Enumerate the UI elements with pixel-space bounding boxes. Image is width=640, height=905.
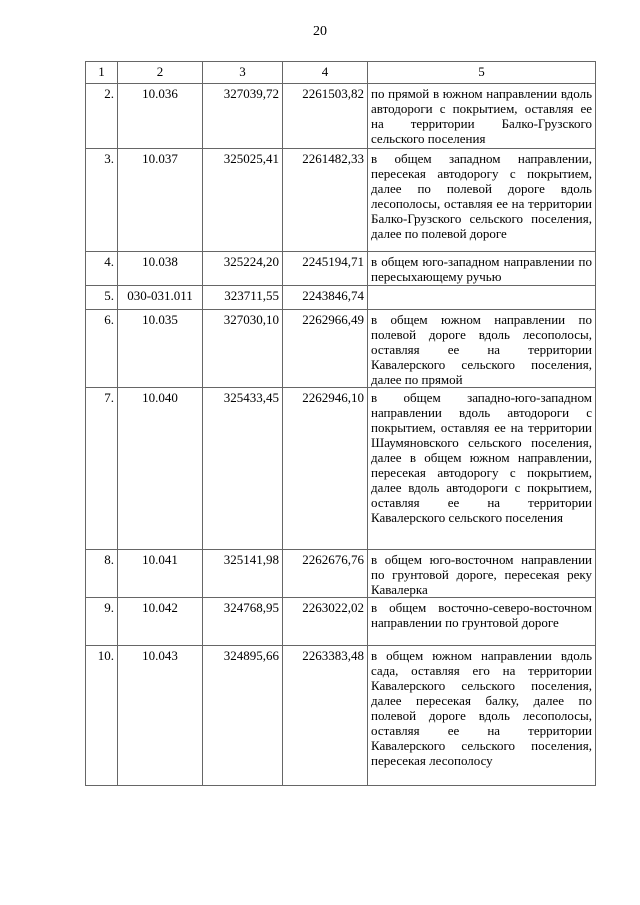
table-row (86, 286, 596, 310)
table-row (86, 310, 596, 388)
point-number: 3. (86, 149, 118, 252)
table-row (86, 550, 596, 598)
point-code: 10.036 (118, 84, 203, 149)
boundary-description: в общем юго-западном направлении по пересыхающему ручью (368, 252, 596, 286)
table-row (86, 598, 596, 646)
point-code: 030-031.011 (118, 286, 203, 310)
coordinate-y: 2262966,49 (283, 310, 368, 388)
coordinate-x: 323711,55 (203, 286, 283, 310)
coordinate-y: 2263383,48 (283, 646, 368, 786)
point-code: 10.040 (118, 388, 203, 550)
coordinate-y: 2261482,33 (283, 149, 368, 252)
coordinate-y: 2243846,74 (283, 286, 368, 310)
table-header-row (86, 62, 596, 84)
boundary-description: по прямой в южном направлении вдоль автодороги с покрытием, оставляя ее на территории Балко-Грузского сельского поселения (368, 84, 596, 149)
boundary-description: в общем восточно-северо-восточном направлении по грунтовой дороге (368, 598, 596, 646)
table-row (86, 149, 596, 252)
column-header: 2 (118, 62, 203, 84)
coordinate-y: 2245194,71 (283, 252, 368, 286)
coordinate-x: 324895,66 (203, 646, 283, 786)
coordinate-x: 325025,41 (203, 149, 283, 252)
table-row (86, 646, 596, 786)
coordinate-x: 325224,20 (203, 252, 283, 286)
table-row (86, 388, 596, 550)
column-header: 5 (368, 62, 596, 84)
page-number: 20 (313, 24, 327, 39)
point-number: 8. (86, 550, 118, 598)
point-number: 10. (86, 646, 118, 786)
point-number: 6. (86, 310, 118, 388)
coordinate-y: 2263022,02 (283, 598, 368, 646)
column-header: 3 (203, 62, 283, 84)
point-number: 4. (86, 252, 118, 286)
boundary-description: в общем южном направлении по полевой дороге вдоль лесополосы, оставляя ее на территории Кавалерского сельского поселения, далее по прямой (368, 310, 596, 388)
coordinate-x: 327030,10 (203, 310, 283, 388)
boundary-description (368, 286, 596, 310)
boundary-description: в общем западном направлении, пересекая автодорогу с покрытием, далее по полевой дороге вдоль лесополосы, оставляя ее на территории Балко-Грузского сельского поселения, далее по полевой дороге (368, 149, 596, 252)
point-code: 10.035 (118, 310, 203, 388)
point-number: 2. (86, 84, 118, 149)
coordinate-x: 325141,98 (203, 550, 283, 598)
boundary-description: в общем юго-восточном направлении по грунтовой дороге, пересекая реку Кавалерка (368, 550, 596, 598)
point-number: 9. (86, 598, 118, 646)
boundary-points-table (85, 61, 596, 786)
boundary-description: в общем западно-юго-западном направлении вдоль автодороги с покрытием, оставляя ее на территории Шаумяновского сельского поселения, далее в общем южном направлении, пересекая автодорогу с покрытием, далее вдоль автодороги с покрытием, оставляя ее на территории Кавалерского сельского поселения (368, 388, 596, 550)
table-row (86, 252, 596, 286)
coordinate-y: 2262676,76 (283, 550, 368, 598)
coordinate-x: 327039,72 (203, 84, 283, 149)
point-code: 10.042 (118, 598, 203, 646)
column-header: 4 (283, 62, 368, 84)
coordinate-x: 325433,45 (203, 388, 283, 550)
table-row (86, 84, 596, 149)
boundary-description: в общем южном направлении вдоль сада, оставляя его на территории Кавалерского сельского поселения, далее пересекая балку, далее по полевой дороге вдоль лесополосы, оставляя ее на территории Кавалерского сельского поселения, пересекая лесополосу (368, 646, 596, 786)
point-number: 5. (86, 286, 118, 310)
point-number: 7. (86, 388, 118, 550)
point-code: 10.041 (118, 550, 203, 598)
coordinate-y: 2262946,10 (283, 388, 368, 550)
point-code: 10.038 (118, 252, 203, 286)
coordinate-x: 324768,95 (203, 598, 283, 646)
column-header: 1 (86, 62, 118, 84)
point-code: 10.043 (118, 646, 203, 786)
coordinate-y: 2261503,82 (283, 84, 368, 149)
point-code: 10.037 (118, 149, 203, 252)
